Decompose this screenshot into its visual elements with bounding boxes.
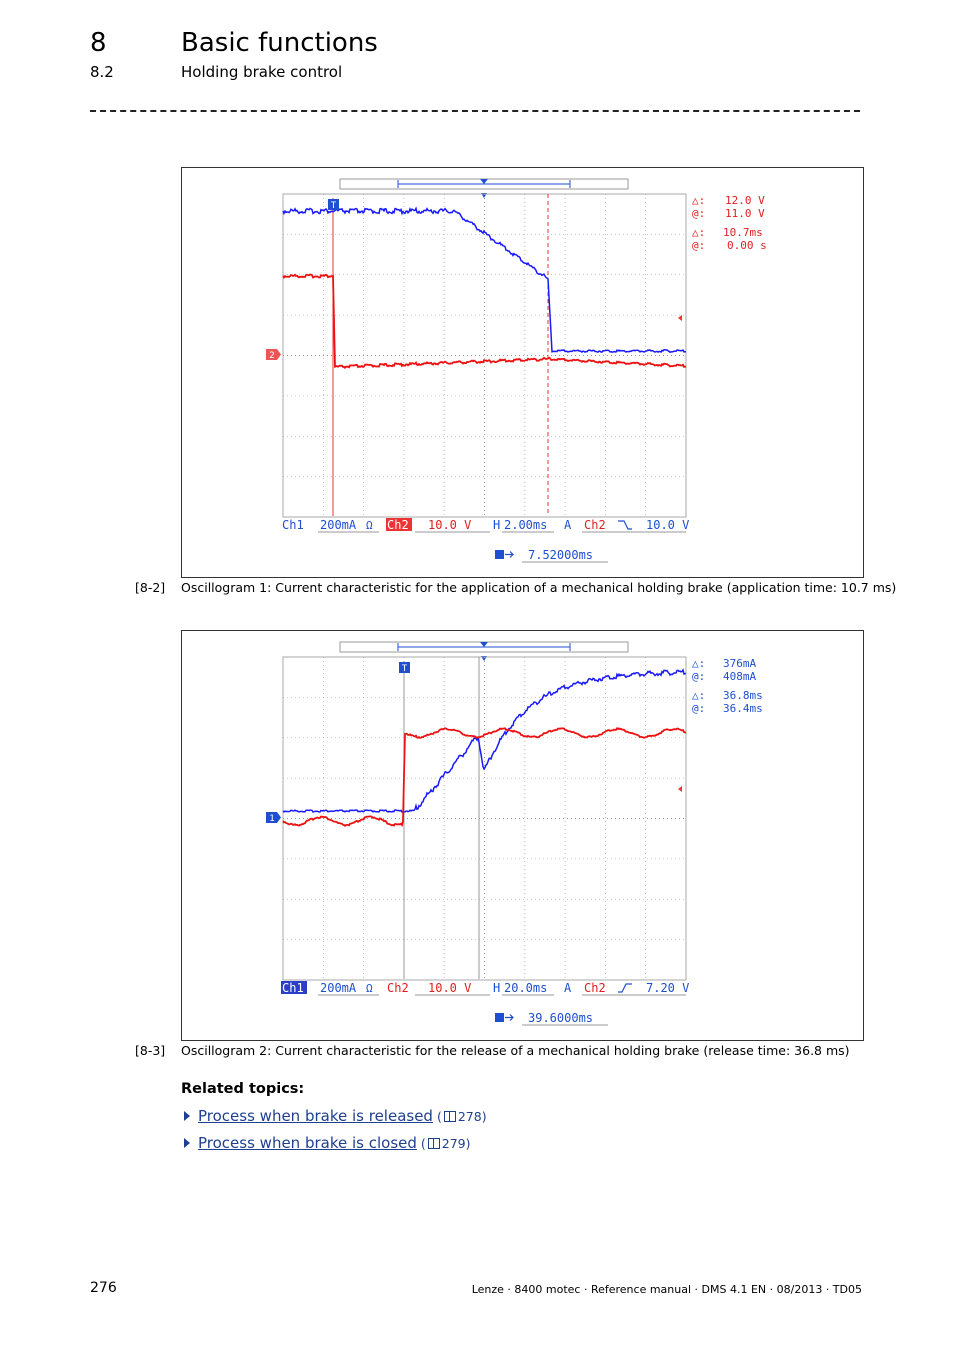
trigger-mode-label: A (564, 518, 572, 532)
readout-delta-t-symbol: △: (692, 226, 706, 239)
section-title: Holding brake control (181, 63, 343, 81)
triangle-right-icon (184, 1111, 190, 1121)
figure-1-caption: Oscillogram 1: Current characteristic for the application of a mechanical holding brake (application time: 10.7 ms) (181, 580, 897, 595)
ch1-unit: Ω (366, 982, 373, 995)
related-topics-heading: Related topics: (181, 1081, 305, 1097)
h-scale: 20.0ms (504, 981, 548, 995)
scope-status-bar (282, 518, 689, 562)
oscillogram-1 (182, 168, 863, 577)
page-ref-open: ( (420, 1135, 426, 1151)
triangle-right-icon (184, 1138, 190, 1148)
ch1-label: Ch1 (282, 518, 304, 532)
readout-at-t: 36.4ms (723, 702, 763, 715)
chapter-number: 8 (90, 28, 107, 58)
trigger-pos-arrow (480, 642, 488, 647)
readout-delta-v: 12.0 V (725, 194, 765, 207)
readout-at-i: 408mA (723, 670, 757, 683)
ch2-reference-label: 2 (269, 351, 275, 361)
readout-delta-t-symbol: △: (692, 689, 706, 702)
figure-2-number: [8-3] (135, 1043, 166, 1058)
h-label: H (493, 518, 501, 532)
page-ref-close: ) (481, 1108, 487, 1124)
rising-edge-icon (618, 984, 632, 992)
ch1-label: Ch1 (282, 981, 304, 995)
readout-delta-v-symbol: △: (692, 194, 706, 207)
readout-at-t-symbol: @: (692, 702, 706, 715)
page-ref-2[interactable] (421, 1136, 471, 1151)
ch2-label: Ch2 (387, 981, 409, 995)
cursors (401, 657, 479, 979)
arrow-right-icon (505, 1015, 513, 1021)
related-link-row-2[interactable] (184, 1134, 471, 1152)
ch1-unit: Ω (366, 519, 373, 532)
link-process-brake-closed[interactable]: Process when brake is closed (198, 1134, 417, 1152)
trigger-level: 10.0 V (646, 518, 690, 532)
readout-delta-i: 376mA (723, 657, 757, 670)
trigger-level-marker (678, 786, 682, 792)
falling-edge-icon (618, 521, 632, 529)
ch1-reference-label: 1 (269, 814, 275, 824)
graticule (283, 194, 686, 517)
h-label: H (493, 981, 501, 995)
trigger-mode-label: A (564, 981, 572, 995)
ch1-scale: 200mA (320, 981, 357, 995)
readout-at-v: 11.0 V (725, 207, 765, 220)
readout-at-i-symbol: @: (692, 670, 706, 683)
page-ref-open: ( (436, 1108, 442, 1124)
trigger-source: Ch2 (584, 518, 606, 532)
ch2-scale: 10.0 V (428, 981, 472, 995)
trigger-marker-label: T (401, 664, 408, 674)
oscillogram-2-frame (181, 630, 864, 1041)
h-scale: 2.00ms (504, 518, 548, 532)
readout-delta-i-symbol: △: (692, 657, 706, 670)
related-link-row-1[interactable] (184, 1107, 487, 1125)
trigger-position-value: 7.52000ms (528, 548, 594, 562)
trigger-marker-label: T (330, 201, 337, 211)
footer-document-info: Lenze · 8400 motec · Reference manual · DMS 4.1 EN · 08/2013 · TD05 (471, 1283, 862, 1296)
page-ref-1[interactable] (437, 1109, 487, 1124)
ch1-scale: 200mA (320, 518, 357, 532)
readout-at-t-symbol: @: (692, 239, 706, 252)
scope-status-bar (281, 981, 689, 1025)
traces (283, 209, 686, 368)
ch2-label: Ch2 (387, 518, 409, 532)
trigger-position-icon (495, 550, 504, 559)
section-number: 8.2 (90, 63, 114, 81)
trigger-pos-arrow (480, 179, 488, 184)
trigger-level: 7.20 V (646, 981, 690, 995)
figure-2-caption: Oscillogram 2: Current characteristic for the release of a mechanical holding brake (release time: 36.8 ms) (181, 1043, 850, 1058)
readout-delta-t: 36.8ms (723, 689, 763, 702)
page-number: 276 (90, 1280, 117, 1296)
header-divider (90, 110, 860, 112)
cursor-readouts (692, 657, 763, 715)
trigger-level-marker (678, 315, 682, 321)
trigger-source: Ch2 (584, 981, 606, 995)
book-icon (428, 1138, 440, 1149)
cursors (330, 194, 548, 516)
oscillogram-2 (182, 631, 863, 1040)
link-process-brake-released[interactable]: Process when brake is released (198, 1107, 433, 1125)
readout-delta-t: 10.7ms (723, 226, 763, 239)
graticule (283, 657, 686, 980)
trigger-position-value: 39.6000ms (528, 1011, 594, 1025)
oscillogram-1-frame (181, 167, 864, 578)
trigger-position-icon (495, 1013, 504, 1022)
page-ref-number: 279 (441, 1135, 466, 1151)
figure-1-number: [8-2] (135, 580, 166, 595)
cursor-readouts (692, 194, 767, 252)
readout-at-t: 0.00 s (727, 239, 767, 252)
page-ref-close: ) (465, 1135, 471, 1151)
ch2-voltage-trace (283, 275, 686, 368)
book-icon (444, 1111, 456, 1122)
arrow-right-icon (505, 552, 513, 558)
chapter-title: Basic functions (181, 28, 378, 58)
ch2-scale: 10.0 V (428, 518, 472, 532)
readout-at-v-symbol: @: (692, 207, 706, 220)
page-ref-number: 278 (457, 1108, 482, 1124)
